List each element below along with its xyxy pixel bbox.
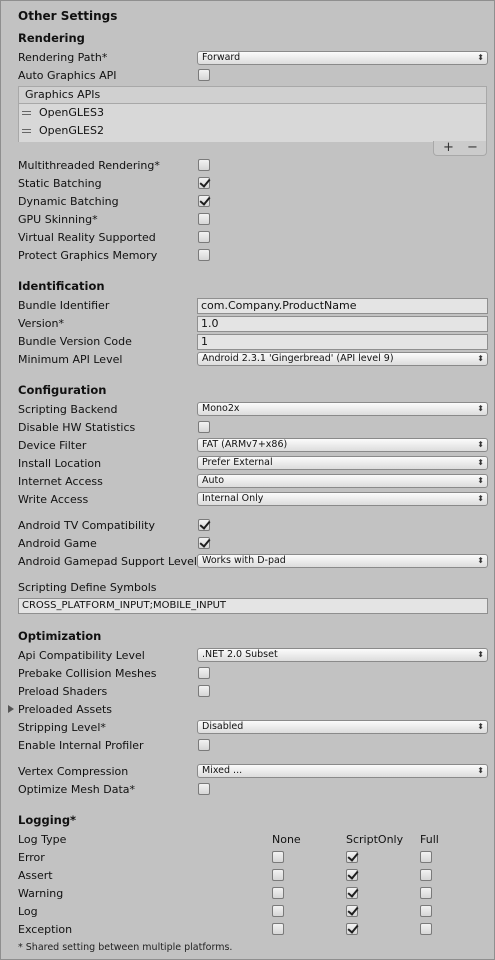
drag-handle-icon[interactable]	[22, 111, 31, 115]
assert-none-checkbox[interactable]	[272, 869, 284, 881]
define-symbols-label: Scripting Define Symbols	[18, 581, 157, 594]
rendering-path-dropdown[interactable]	[197, 51, 488, 65]
warning-full-checkbox[interactable]	[420, 887, 432, 899]
graphics-apis-footer	[433, 141, 487, 156]
stripping-level-value: Disabled	[202, 721, 244, 732]
preload-shaders-label: Preload Shaders	[18, 685, 108, 698]
min-api-level-dropdown[interactable]	[197, 352, 488, 366]
write-access-value: Internal Only	[202, 493, 264, 504]
error-scriptonly-checkbox[interactable]	[346, 851, 358, 863]
scripting-backend-label: Scripting Backend	[18, 403, 118, 416]
vr-supported-label: Virtual Reality Supported	[18, 231, 156, 244]
dropdown-arrows-icon: ⬍	[477, 494, 484, 503]
scripting-backend-value: Mono2x	[202, 403, 240, 414]
device-filter-label: Device Filter	[18, 439, 87, 452]
scripting-backend-dropdown[interactable]	[197, 402, 488, 416]
dynamic-batching-label: Dynamic Batching	[18, 195, 119, 208]
log-row-label: Error	[18, 851, 45, 864]
dropdown-arrows-icon: ⬍	[477, 722, 484, 731]
add-api-button[interactable]: +	[443, 140, 454, 155]
disable-hw-stats-checkbox[interactable]	[198, 421, 210, 433]
dropdown-arrows-icon: ⬍	[477, 354, 484, 363]
configuration-header: Configuration	[18, 383, 107, 397]
bundle-version-code-field[interactable]: 1	[197, 334, 488, 350]
graphics-api-item[interactable]: OpenGLES2	[39, 124, 104, 137]
drag-handle-icon[interactable]	[22, 129, 31, 133]
multithreaded-rendering-checkbox[interactable]	[198, 159, 210, 171]
exception-scriptonly-checkbox[interactable]	[346, 923, 358, 935]
api-compat-dropdown[interactable]	[197, 648, 488, 662]
install-location-label: Install Location	[18, 457, 102, 470]
dropdown-arrows-icon: ⬍	[477, 476, 484, 485]
assert-scriptonly-checkbox[interactable]	[346, 869, 358, 881]
log-row-label: Exception	[18, 923, 73, 936]
stripping-level-label: Stripping Level*	[18, 721, 106, 734]
assert-full-checkbox[interactable]	[420, 869, 432, 881]
dropdown-arrows-icon: ⬍	[477, 766, 484, 775]
logging-header: Logging*	[18, 813, 77, 827]
internet-access-value: Auto	[202, 475, 225, 486]
android-tv-label: Android TV Compatibility	[18, 519, 155, 532]
log-full-checkbox[interactable]	[420, 905, 432, 917]
min-api-level-label: Minimum API Level	[18, 353, 123, 366]
scriptonly-column: ScriptOnly	[346, 833, 404, 846]
install-location-value: Prefer External	[202, 457, 273, 468]
preload-shaders-checkbox[interactable]	[198, 685, 210, 697]
remove-api-button[interactable]: −	[467, 140, 478, 155]
dropdown-arrows-icon: ⬍	[477, 650, 484, 659]
device-filter-value: FAT (ARMv7+x86)	[202, 439, 288, 450]
gamepad-support-dropdown[interactable]	[197, 554, 488, 568]
log-scriptonly-checkbox[interactable]	[346, 905, 358, 917]
panel-title: Other Settings	[18, 9, 118, 23]
static-batching-label: Static Batching	[18, 177, 102, 190]
gamepad-support-value: Works with D-pad	[202, 555, 286, 566]
exception-full-checkbox[interactable]	[420, 923, 432, 935]
rendering-path-value: Forward	[202, 52, 241, 63]
internet-access-dropdown[interactable]	[197, 474, 488, 488]
api-compat-label: Api Compatibility Level	[18, 649, 145, 662]
dropdown-arrows-icon: ⬍	[477, 404, 484, 413]
none-column: None	[272, 833, 301, 846]
optimize-mesh-label: Optimize Mesh Data*	[18, 783, 136, 796]
dropdown-arrows-icon: ⬍	[477, 556, 484, 565]
vertex-compression-label: Vertex Compression	[18, 765, 129, 778]
identification-header: Identification	[18, 279, 105, 293]
bundle-identifier-field[interactable]: com.Company.ProductName	[197, 298, 488, 314]
dropdown-arrows-icon: ⬍	[477, 458, 484, 467]
protect-memory-label: Protect Graphics Memory	[18, 249, 158, 262]
preloaded-assets-label[interactable]: Preloaded Assets	[18, 703, 113, 716]
dropdown-arrows-icon: ⬍	[477, 53, 484, 62]
gpu-skinning-label: GPU Skinning*	[18, 213, 98, 226]
stripping-level-dropdown[interactable]	[197, 720, 488, 734]
graphics-apis-list	[18, 86, 487, 142]
define-symbols-field[interactable]: CROSS_PLATFORM_INPUT;MOBILE_INPUT	[18, 598, 488, 614]
footnote: * Shared setting between multiple platforms.	[18, 942, 233, 953]
warning-scriptonly-checkbox[interactable]	[346, 887, 358, 899]
write-access-label: Write Access	[18, 493, 89, 506]
log-row-label: Warning	[18, 887, 64, 900]
internal-profiler-checkbox[interactable]	[198, 739, 210, 751]
dynamic-batching-checkbox[interactable]	[198, 195, 210, 207]
prebake-collision-checkbox[interactable]	[198, 667, 210, 679]
min-api-level-value: Android 2.3.1 'Gingerbread' (API level 9)	[202, 353, 394, 364]
protect-memory-checkbox[interactable]	[198, 249, 210, 261]
gamepad-support-label: Android Gamepad Support Level	[18, 555, 197, 568]
log-none-checkbox[interactable]	[272, 905, 284, 917]
log-row-label: Log	[18, 905, 38, 918]
device-filter-dropdown[interactable]	[197, 438, 488, 452]
version-label: Version*	[18, 317, 64, 330]
static-batching-checkbox[interactable]	[198, 177, 210, 189]
internal-profiler-label: Enable Internal Profiler	[18, 739, 144, 752]
android-game-checkbox[interactable]	[198, 537, 210, 549]
disable-hw-stats-label: Disable HW Statistics	[18, 421, 136, 434]
android-game-label: Android Game	[18, 537, 97, 550]
log-row-label: Assert	[18, 869, 53, 882]
optimize-mesh-checkbox[interactable]	[198, 783, 210, 795]
warning-none-checkbox[interactable]	[272, 887, 284, 899]
graphics-apis-header: Graphics APIs	[19, 87, 486, 104]
dropdown-arrows-icon: ⬍	[477, 440, 484, 449]
exception-none-checkbox[interactable]	[272, 923, 284, 935]
auto-graphics-api-label: Auto Graphics API	[18, 69, 117, 82]
foldout-arrow-icon[interactable]	[8, 705, 14, 713]
android-tv-checkbox[interactable]	[198, 519, 210, 531]
vertex-compression-value: Mixed ...	[202, 765, 243, 776]
optimization-header: Optimization	[18, 629, 102, 643]
auto-graphics-api-checkbox[interactable]	[198, 69, 210, 81]
version-field[interactable]: 1.0	[197, 316, 488, 332]
multithreaded-rendering-label: Multithreaded Rendering*	[18, 159, 160, 172]
error-full-checkbox[interactable]	[420, 851, 432, 863]
bundle-version-code-label: Bundle Version Code	[18, 335, 132, 348]
vertex-compression-dropdown[interactable]	[197, 764, 488, 778]
internet-access-label: Internet Access	[18, 475, 103, 488]
rendering-header: Rendering	[18, 31, 85, 45]
full-column: Full	[420, 833, 439, 846]
log-type-column: Log Type	[18, 833, 67, 846]
error-none-checkbox[interactable]	[272, 851, 284, 863]
vr-supported-checkbox[interactable]	[198, 231, 210, 243]
prebake-collision-label: Prebake Collision Meshes	[18, 667, 157, 680]
bundle-identifier-label: Bundle Identifier	[18, 299, 110, 312]
api-compat-value: .NET 2.0 Subset	[202, 649, 278, 660]
rendering-path-label: Rendering Path*	[18, 51, 108, 64]
write-access-dropdown[interactable]	[197, 492, 488, 506]
graphics-apis-body	[19, 104, 486, 142]
install-location-dropdown[interactable]	[197, 456, 488, 470]
graphics-api-item[interactable]: OpenGLES3	[39, 106, 104, 119]
gpu-skinning-checkbox[interactable]	[198, 213, 210, 225]
